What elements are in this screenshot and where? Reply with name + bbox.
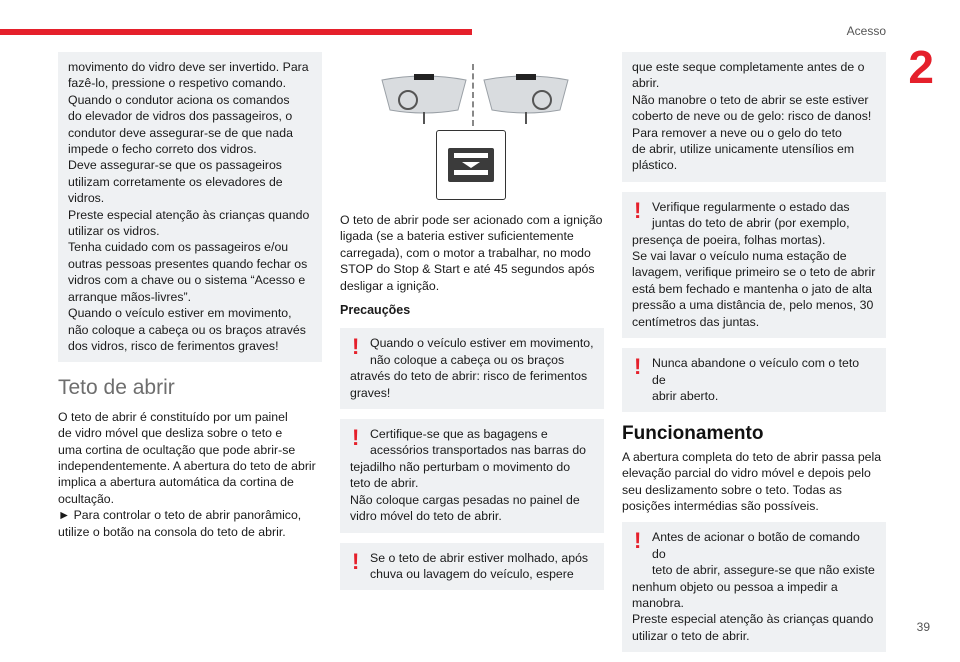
warning-text: Se o teto de abrir estiver molhado, após chuva ou lavagem do veículo, espere [370, 550, 589, 581]
sunroof-ignition-paragraph: O teto de abrir pode ser acionado com a ignição ligada (se a bateria estiver suficientemente carregada), com o motor a trabalhar, no modo STOP do Stop & Start e até 45 segundos após desligar a ignição. [340, 213, 603, 293]
steering-wheel-icon [378, 70, 470, 126]
chapter-number: 2 [908, 41, 934, 93]
warning-text: Antes de acionar o botão de comando do teto de abrir, assegure-se que não existe [652, 530, 875, 578]
precautions-heading: Precauções [340, 303, 411, 318]
info-box [58, 52, 322, 362]
section-title: Acesso [846, 24, 886, 38]
warning-box [340, 328, 604, 409]
warning-text: nenhum objeto ou pessoa a impedir a manobra. Preste especial atenção às crianças quando utilizar o teto de abrir. [632, 579, 874, 643]
operation-paragraph: A abertura completa do teto de abrir passa pela elevação parcial do vidro móvel e depois pelo seu deslizamento sobre o teto. Todas as posições intermédias são possíveis. [622, 449, 882, 513]
warning-box [340, 543, 604, 591]
warning-text: presença de poeira, folhas mortas). Se vai lavar o veículo numa estação de lavagem, verifique primeiro se o teto de abrir está bem fechado e mantenha o jato de alta pressão a uma distância de, pelo menos, 30 centímetros das juntas. [632, 232, 876, 329]
warning-text: Quando o veículo estiver em movimento, não coloque a cabeça ou os braços [370, 336, 594, 367]
steering-wheel-icon [480, 70, 572, 126]
warning-exclamation-icon: ! [634, 354, 642, 380]
warning-box [622, 192, 886, 338]
sunroof-switch-icon [436, 130, 506, 200]
warning-box [622, 522, 886, 652]
info-box-text: que este seque completamente antes de o abrir. Não manobre o teto de abrir se este estiver coberto de neve ou de gelo: risco de danos! Para remover a neve ou o gelo do teto de abrir, utilize unicamente utensílios em plástico. [632, 60, 872, 173]
warning-exclamation-icon: ! [634, 197, 642, 223]
warning-text: Verifique regularmente o estado das juntas do teto de abrir (por exemplo, [652, 199, 850, 231]
sunroof-intro-paragraph: O teto de abrir é constituído por um painel de vidro móvel que desliza sobre o teto e uma cortina de ocultação que pode abrir-se independentemente. A abertura do teto de abrir implica a abertura automática da cortina de ocultação. ► Para controlar o teto de abrir panorâmico, utilize o botão na consola do teto de abrir. [58, 409, 316, 539]
info-box-text: movimento do vidro deve ser invertido. Para fazê-lo, pressione o respetivo comando. Quando o condutor aciona os comandos do elevador de vidros dos passageiros, o condutor deve assegurar-se de que nada impede o fecho correto dos vidros. Deve assegurar-se que os passageiros utilizam corretamente os elevadores de vidros. Preste especial atenção às crianças quando utilizar os vidros. Tenha cuidado com os passageiros e/ou outras pessoas presentes quando fechar os vidros com a chave ou o sistema “Acesso e arranque mãos-livres”. Quando o veículo estiver em movimento, não coloque a cabeça ou os braços através dos vidros, risco de ferimentos graves! [68, 60, 310, 353]
warning-text: tejadilho não perturbam o movimento do teto de abrir. Não coloque cargas pesadas no painel de vidro móvel do teto de abrir. [350, 459, 580, 524]
sunroof-switch-button [448, 148, 494, 182]
warning-text: Nunca abandone o veículo com o teto de abrir aberto. [652, 356, 860, 403]
warning-exclamation-icon: ! [352, 334, 360, 360]
warning-box [622, 348, 886, 412]
column-2 [340, 64, 604, 600]
section-heading-operation: Funcionamento [622, 423, 764, 445]
warning-box [340, 419, 604, 532]
divider [472, 64, 474, 126]
column-1 [58, 52, 322, 548]
info-box [622, 52, 886, 182]
warning-text: através do teto de abrir: risco de ferimentos graves! [350, 369, 588, 400]
column-3 [622, 52, 886, 662]
warning-text: Certifique-se que as bagagens e acessórios transportados nas barras do [370, 427, 586, 458]
page-number: 39 [916, 620, 930, 634]
warning-exclamation-icon: ! [352, 548, 360, 574]
warning-exclamation-icon: ! [634, 528, 642, 554]
sunroof-switch-glyph [448, 148, 494, 182]
top-accent-bar [0, 29, 472, 35]
section-heading-sunroof: Teto de abrir [58, 376, 175, 400]
sunroof-illustration [340, 64, 604, 254]
warning-exclamation-icon: ! [352, 425, 360, 451]
